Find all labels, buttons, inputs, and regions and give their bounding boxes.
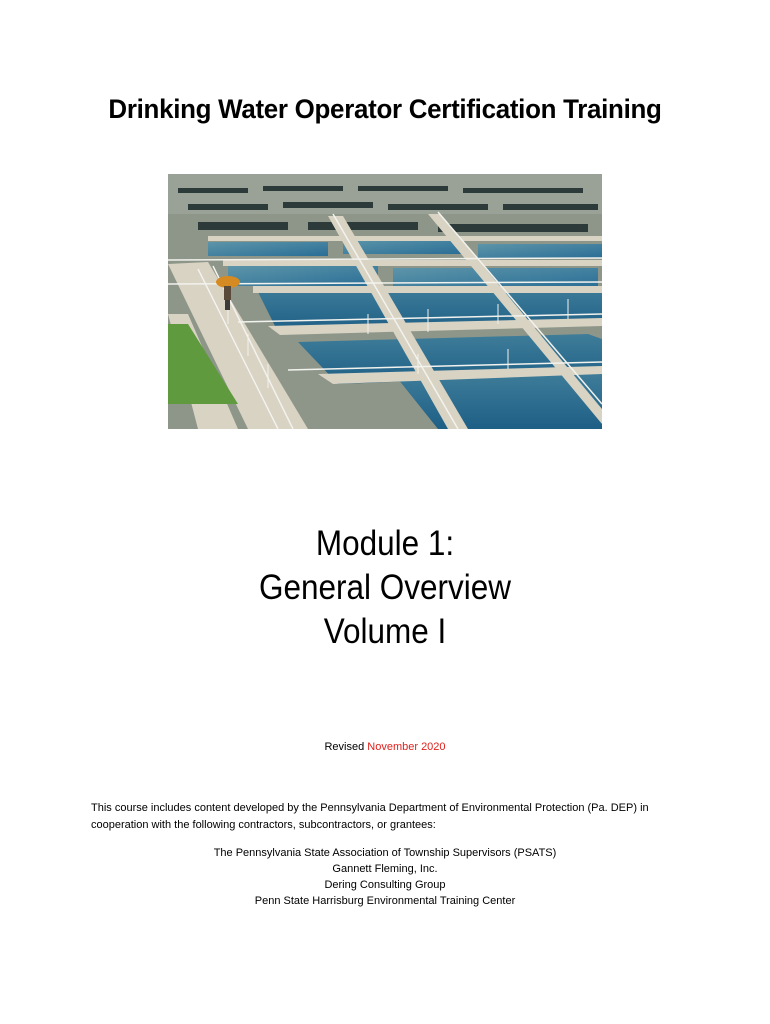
revision-note [0, 741, 770, 753]
module-heading [39, 522, 732, 654]
partner-list [0, 845, 770, 909]
module-volume: Volume I [323, 612, 447, 651]
module-name: General Overview [258, 568, 512, 607]
document-title: Drinking Water Operator Certification Training [108, 94, 662, 124]
intro-paragraph: This course includes content developed by the Pennsylvania Department of Environmental Protection (Pa. DEP) in cooperation with the following contractors, subcontractors, or grantees: [91, 802, 649, 831]
partner-item: Penn State Harrisburg Environmental Training Center [254, 895, 516, 907]
water-treatment-basins-photo [168, 174, 602, 429]
partner-item: Dering Consulting Group [324, 879, 446, 891]
revised-date: November 2020 [367, 741, 446, 753]
revised-label: Revised [324, 741, 365, 753]
module-number: Module 1: [315, 524, 455, 563]
partner-item: The Pennsylvania State Association of Township Supervisors (PSATS) [213, 847, 557, 859]
partner-item: Gannett Fleming, Inc. [332, 863, 438, 875]
